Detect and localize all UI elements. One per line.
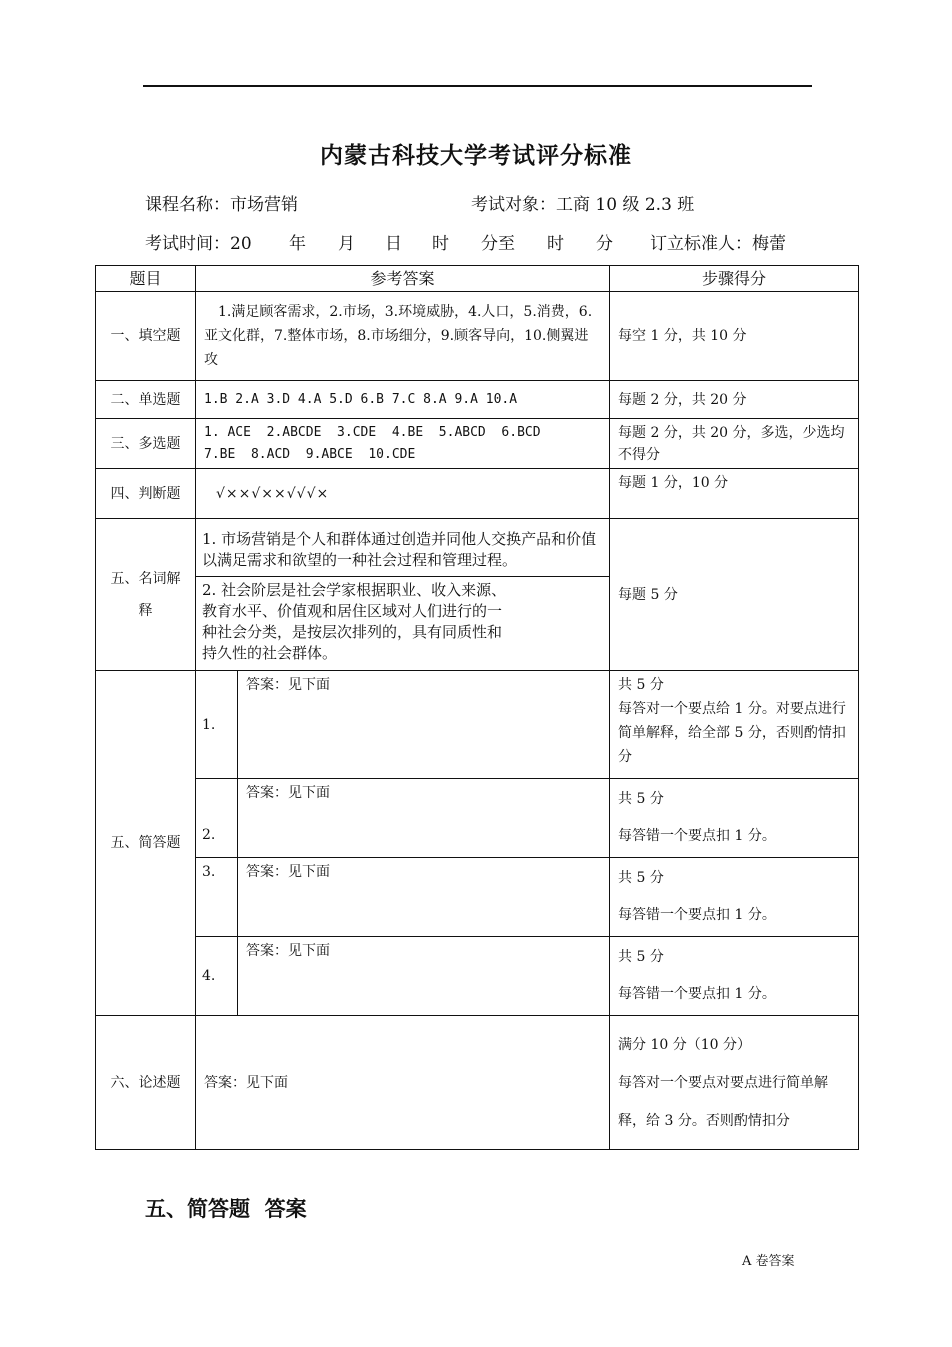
footer-label: A 卷答案 bbox=[742, 1254, 795, 1269]
row-multi-choice bbox=[96, 419, 859, 469]
score-cell bbox=[610, 1016, 859, 1150]
row-essay bbox=[96, 1016, 859, 1150]
answer-cell: 答案：见下面 bbox=[238, 858, 610, 937]
score-total: 满分 10 分（10 分） bbox=[618, 1036, 751, 1053]
term-answer-1: 1. 市场营销是个人和群体通过创造并同他人交换产品和价值以满足需求和欲望的一种社会过程和管理过程。 bbox=[202, 529, 597, 569]
score-rule: 每答对一个要点对要点进行简单解释，给 3 分。否则酌情扣分 bbox=[618, 1074, 829, 1129]
exam-time-label: 考试时间：20 bbox=[145, 234, 252, 254]
answer-cell: 答案：见下面 bbox=[196, 1016, 610, 1150]
score-cell: 每题 2 分，共 20 分，多选，少选均不得分 bbox=[610, 419, 859, 469]
score-rule: 每答错一个要点扣 1 分。 bbox=[618, 907, 776, 923]
row-single-choice bbox=[96, 381, 859, 419]
section-heading: 五、简答题 答案 bbox=[145, 1197, 307, 1221]
score-total: 共 5 分 bbox=[618, 677, 664, 693]
category-cell: 二、单选题 bbox=[96, 381, 196, 419]
time-unit: 时 bbox=[547, 234, 564, 254]
score-cell: 每题 1 分，10 分 bbox=[610, 469, 859, 519]
question-number: 3. bbox=[196, 858, 238, 937]
header-answer: 参考答案 bbox=[196, 266, 610, 292]
row-short-answer-1 bbox=[96, 671, 859, 779]
question-number: 1. bbox=[196, 671, 238, 779]
score-cell: 每题 5 分 bbox=[610, 519, 859, 671]
answer-cell: 1.满足顾客需求，2.市场，3.环境威胁，4.人口，5.消费，6.亚文化群，7.整体市场，8.市场细分，9.顾客导向，10.侧翼进攻 bbox=[196, 292, 610, 381]
score-rule: 每答对一个要点给 1 分。对要点进行简单解释，给全部 5 分，否则酌情扣分 bbox=[618, 701, 846, 765]
header-score: 步骤得分 bbox=[610, 266, 859, 292]
time-unit: 年 bbox=[289, 234, 306, 254]
answer-line: 7.BE 8.ACD 9.ABCE 10.CDE bbox=[204, 446, 416, 462]
question-number: 2. bbox=[196, 779, 238, 858]
answer-line: 种社会分类，是按层次排列的，具有同质性和 bbox=[202, 622, 503, 641]
exam-target: 考试对象：工商 10 级 2.3 班 bbox=[471, 195, 695, 215]
standard-setter: 订立标准人：梅蕾 bbox=[650, 234, 786, 254]
answer-line: 持久性的社会群体。 bbox=[202, 643, 338, 662]
score-cell bbox=[610, 937, 859, 1016]
category-cell: 一、填空题 bbox=[96, 292, 196, 381]
time-unit: 日 bbox=[385, 234, 402, 254]
page-title: 内蒙古科技大学考试评分标准 bbox=[320, 143, 632, 169]
answer-line: 教育水平、价值观和居住区域对人们进行的一 bbox=[202, 601, 503, 620]
score-cell bbox=[610, 779, 859, 858]
answer-line: 1. ACE 2.ABCDE 3.CDE 4.BE 5.ABCD 6.BCD bbox=[204, 424, 541, 440]
score-total: 共 5 分 bbox=[618, 791, 664, 807]
answer-cell: 答案：见下面 bbox=[238, 779, 610, 858]
score-total: 共 5 分 bbox=[618, 949, 664, 965]
row-term-explain bbox=[96, 519, 859, 671]
time-unit: 时 bbox=[432, 234, 449, 254]
answer-line: 2. 社会阶层是社会学家根据职业、收入来源、 bbox=[202, 580, 507, 599]
question-number: 4. bbox=[196, 937, 238, 1016]
category-cell: 五、名词解释 bbox=[96, 519, 196, 671]
score-cell bbox=[610, 858, 859, 937]
category-cell: 六、论述题 bbox=[96, 1016, 196, 1150]
time-unit: 月 bbox=[338, 234, 355, 254]
category-cell: 三、多选题 bbox=[96, 419, 196, 469]
score-cell: 每题 2 分，共 20 分 bbox=[610, 381, 859, 419]
answer-cell bbox=[196, 419, 610, 469]
course-name: 课程名称：市场营销 bbox=[145, 195, 298, 215]
header-topic: 题目 bbox=[96, 266, 196, 292]
score-rule: 每答错一个要点扣 1 分。 bbox=[618, 986, 776, 1002]
top-rule bbox=[143, 85, 812, 87]
category-cell: 五、简答题 bbox=[96, 671, 196, 1016]
answer-cell: √××√××√√√× bbox=[196, 469, 610, 519]
time-unit: 分 bbox=[596, 234, 613, 254]
grading-table bbox=[95, 265, 859, 1150]
score-rule: 每答错一个要点扣 1 分。 bbox=[618, 828, 776, 844]
row-short-answer-4 bbox=[96, 937, 859, 1016]
answer-cell bbox=[196, 519, 610, 671]
row-true-false bbox=[96, 469, 859, 519]
row-fill-blank bbox=[96, 292, 859, 381]
time-unit: 分至 bbox=[481, 234, 515, 254]
score-cell: 每空 1 分，共 10 分 bbox=[610, 292, 859, 381]
answer-cell: 1.B 2.A 3.D 4.A 5.D 6.B 7.C 8.A 9.A 10.A bbox=[196, 381, 610, 419]
score-total: 共 5 分 bbox=[618, 870, 664, 886]
category-cell: 四、判断题 bbox=[96, 469, 196, 519]
row-short-answer-2 bbox=[96, 779, 859, 858]
header-row bbox=[96, 266, 859, 292]
term-answer-2 bbox=[196, 576, 609, 664]
row-short-answer-3 bbox=[96, 858, 859, 937]
answer-cell: 答案：见下面 bbox=[238, 671, 610, 779]
answer-cell: 答案：见下面 bbox=[238, 937, 610, 1016]
score-cell bbox=[610, 671, 859, 779]
